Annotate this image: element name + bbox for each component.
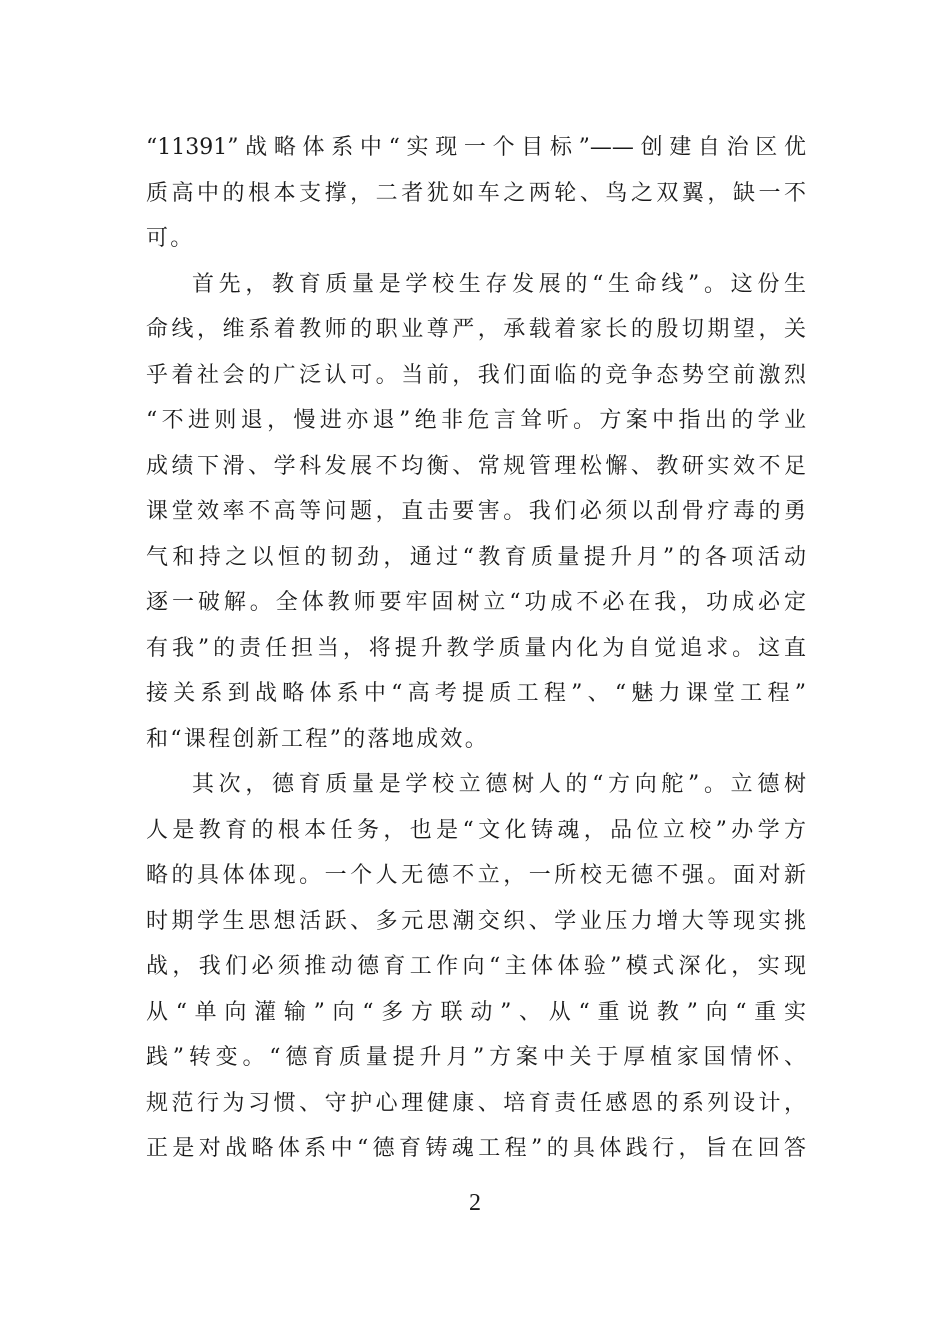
text-line: 成绩下滑、学科发展不均衡、常规管理松懈、教研实效不足 <box>146 453 806 479</box>
text-line: 人是教育的根本任务，也是“文化铸魂，品位立校”办学方 <box>146 817 806 843</box>
text-line: 战，我们必须推动德育工作向“主体体验”模式深化，实现 <box>146 954 806 979</box>
text-line: 略的具体体现。一个人无德不立，一所校无德不强。面对新 <box>146 863 806 888</box>
text-line: 逐一破解。全体教师要牢固树立“功成不必在我，功成必定 <box>146 590 806 615</box>
text-line: “不进则退，慢进亦退”绝非危言耸听。方案中指出的学业 <box>146 408 806 433</box>
paragraph-first-line: 其次，德育质量是学校立德树人的“方向舵”。立德树 <box>192 772 806 797</box>
text-line: 正是对战略体系中“德育铸魂工程”的具体践行，旨在回答 <box>146 1136 806 1161</box>
text-line: 接关系到战略体系中“高考提质工程”、“魅力课堂工程” <box>146 681 806 706</box>
text-line: 乎着社会的广泛认可。当前，我们面临的竞争态势空前激烈 <box>146 362 806 388</box>
body-text <box>146 125 806 1172</box>
paragraph-first-line: 首先，教育质量是学校生存发展的“生命线”。这份生 <box>192 271 806 297</box>
text-line: 命线，维系着教师的职业尊严，承载着家长的殷切期望，关 <box>146 317 806 342</box>
text-line: 和“课程创新工程”的落地成效。 <box>146 726 489 752</box>
text-line: 践”转变。“德育质量提升月”方案中关于厚植家国情怀、 <box>146 1045 806 1070</box>
page-number: 2 <box>469 1190 481 1216</box>
text-line: 质高中的根本支撑，二者犹如车之两轮、鸟之双翼，缺一不 <box>146 180 806 206</box>
text-line: 有我”的责任担当，将提升教学质量内化为自觉追求。这直 <box>146 635 806 661</box>
text-line: 时期学生思想活跃、多元思潮交织、学业压力增大等现实挑 <box>146 908 806 934</box>
text-line: 课堂效率不高等问题，直击要害。我们必须以刮骨疗毒的勇 <box>146 499 806 524</box>
text-line: 从“单向灌输”向“多方联动”、从“重说教”向“重实 <box>146 999 806 1025</box>
text-line: 规范行为习惯、守护心理健康、培育责任感恩的系列设计， <box>146 1090 806 1116</box>
text-line: 可。 <box>146 226 195 251</box>
text-line: “11391”战略体系中“实现一个目标”——创建自治区优 <box>146 135 806 160</box>
text-line: 气和持之以恒的韧劲，通过“教育质量提升月”的各项活动 <box>146 544 806 570</box>
